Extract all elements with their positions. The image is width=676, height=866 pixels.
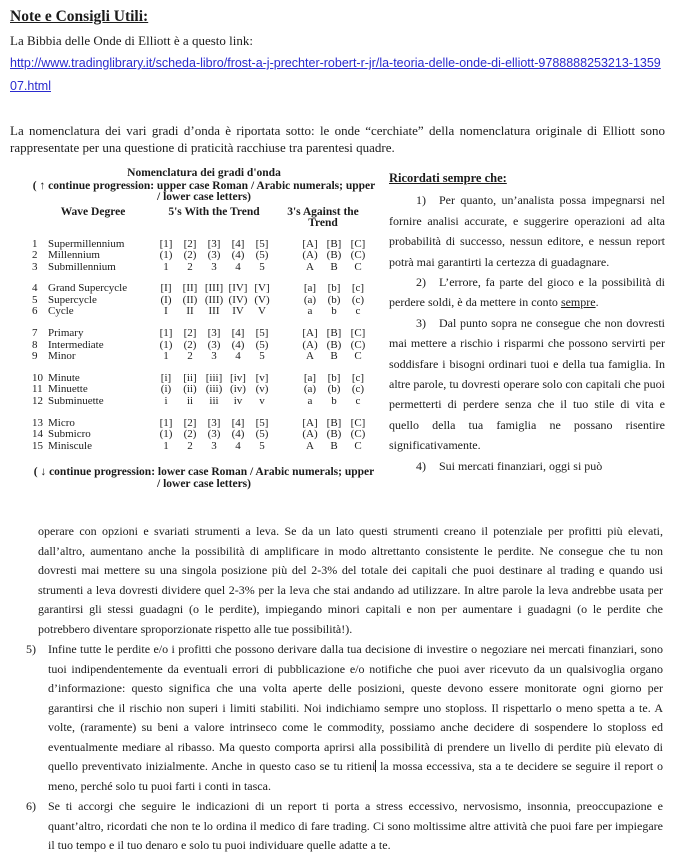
- list-marker: 4): [416, 458, 426, 473]
- wave-row: 10 Minute [i] [ii] [iii] [iv] [v] [a] [b] [c]: [32, 371, 365, 384]
- wave-row: 14 Submicro (1) (2) (3) (4) (5) (A) (B) (C): [32, 428, 366, 441]
- wave-degree-group: [32, 239, 376, 274]
- two-column-section: [10, 168, 665, 518]
- reminders-panel: [389, 168, 665, 476]
- list-marker: 6): [26, 799, 36, 813]
- reminder-text: Sui mercati finanziari, oggi si può: [439, 458, 603, 473]
- list-marker: 5): [26, 642, 36, 656]
- wave-degree-group: [32, 373, 376, 408]
- wave-row: 11 Minuette (i) (ii) (iii) (iv) (v) (a) (b) (c): [32, 383, 365, 396]
- wave-row: 6 Cycle I II III IV V a b c: [32, 305, 361, 318]
- list-marker: 1): [416, 193, 426, 208]
- list-marker: 3): [416, 315, 426, 330]
- wave-row: 3 Submillennium 1 2 3 4 5 A B C: [32, 260, 362, 273]
- table-title: Nomenclatura dei gradi d'onda: [127, 167, 281, 179]
- reminders-title: Ricordati sempre che:: [389, 171, 507, 185]
- wave-row: 13 Micro [1] [2] [3] [4] [5] [A] [B] [C]: [32, 416, 366, 429]
- reminder-item-1: [389, 190, 665, 272]
- wave-degree-group: [32, 328, 376, 363]
- reminder-item-4: [389, 456, 665, 476]
- wave-row: 12 Subminuette i ii iii iv v a b c: [32, 395, 361, 408]
- wave-row: 8 Intermediate (1) (2) (3) (4) (5) (A) (B) (C): [32, 338, 366, 351]
- bottom-section: [10, 522, 665, 856]
- underlined-word: sempre: [560, 295, 596, 310]
- wave-row: 2 Millennium (1) (2) (3) (4) (5) (A) (B) (C): [32, 249, 366, 262]
- table-note-bottom: ( ↓ continue progression: lower case Roman / Arabic numerals; upper / lower case letters): [33, 466, 375, 490]
- table-note-top: ( ↑ continue progression: upper case Roman / Arabic numerals; upper / lower case letters): [32, 179, 376, 203]
- table-header-row: [32, 207, 376, 229]
- paragraph-item4-continuation: operare con opzioni e svariati strumenti a leva. Se da un lato questi strumenti creano il potenziale per profitti più elevati, dall’altro, aumentano anche la possibilità di amplificare in modo altrettanto consistente le perdite. Ne consegue che tu non dovresti mai mettere su una singola posizione più del 2-3% del totale dei capitali che puoi destinare al trading e quando usi strumenti a leva dovresti dividere quel 2-3% per la leva che stai andando ad utilizzare. In altre parole la leva andrebbe usata per garantirsi gli stessi guadagni (o le perdite), impiegando minori capitali e non per aumentare i guadagni (o le perdite che potrebbero diventare sproporzionate rispetto alle tue possibilità!).: [38, 524, 663, 636]
- wave-degree-group: [32, 418, 376, 453]
- item5-text-after-cursor: la mossa eccessiva, sta a te decidere se seguire il report o meno, perché solo tu puoi farti i conti in tasca.: [48, 759, 663, 793]
- reminder-text: L’errore, fa parte del gioco e la possibilità di perdere soldi, è da mettere in conto: [389, 275, 665, 310]
- wave-degree-table: [10, 168, 376, 490]
- wave-row: 4 Grand Supercycle [I] [II] [III] [IV] [V] [a] [b] [c]: [32, 282, 365, 295]
- reminder-text-suffix: .: [595, 295, 599, 310]
- table-body: [32, 239, 376, 453]
- list-item-5: [10, 640, 663, 796]
- wave-row: 9 Minor 1 2 3 4 5 A B C: [32, 350, 362, 363]
- list-marker: 2): [416, 275, 426, 290]
- list-item-6: [10, 797, 663, 856]
- reminder-text: Per quanto, un’analista possa impegnarsi nel fornire analisi accurate, e suggerire operazioni ad alta probabilità di successo, nessun editore, e nessun report potrà mai garantirti la certezza di guadagnare.: [389, 193, 665, 269]
- reminder-item-3: [389, 313, 665, 456]
- book-link[interactable]: http://www.tradinglibrary.it/scheda-libro/frost-a-j-prechter-robert-r-jr/la-teoria-delle-onde-di-elliott-9788888253213-135907.html: [10, 56, 661, 93]
- wave-row: 7 Primary [1] [2] [3] [4] [5] [A] [B] [C]: [32, 327, 366, 340]
- item5-text-before-cursor: Infine tutte le perdite e/o i profitti che possono derivare dalla tua decisione di investire o negoziare nei mercati finanziari, sono tuoi indipendentemente da eventuali errori di pubblicazione e/o notifiche che puoi aver ricevuto da un qualsivoglia organo d’informazione: questo significa che una volta aperte delle posizioni, queste devono essere monitorate ogni giorno per garantirsi che il rischio non superi i limiti stabiliti. Noi indichiamo sempre uno stoploss. Il rispettarlo o meno spetta a te. A volte, (raramente) su beni a valore intrinseco come le commodity, possiamo anche decidere di sospendere lo stoploss ed eventualmente mediare al ribasso. Ma questo comporta aprirsi alla possibilità di prendere un livello di perdite più elevato di quello preventivato inizialmente. Anche in questo caso se tu ritieni: [48, 642, 663, 773]
- column-header-with-trend: 5's With the Trend: [168, 205, 260, 218]
- wave-degree-group: [32, 283, 376, 318]
- item6-text: Se ti accorgi che seguire le indicazioni di un report ti porta a stress eccessivo, nervosismo, insonnia, preoccupazione e quant’altro, ricordati che non te lo ordina il medico di fare trading. Ci sono moltissime altre attività che puoi fare per impiegare il tuo tempo e il tuo denaro e solo tu puoi individuare quelle adatte a te.: [48, 799, 663, 852]
- nomenclature-paragraph: La nomenclatura dei vari gradi d’onda è riportata sotto: le onde “cerchiate” della nomenclatura originale di Elliott sono rappresentate per una questione di praticità racchiuse tra parentesi quadre.: [10, 123, 665, 155]
- reminder-item-2: [389, 272, 665, 313]
- wave-row: 1 Supermillennium [1] [2] [3] [4] [5] [A] [B] [C]: [32, 237, 366, 250]
- wave-row: 15 Miniscule 1 2 3 4 5 A B C: [32, 439, 362, 452]
- page-title: Note e Consigli Utili:: [10, 8, 149, 25]
- column-header-wave-degree: Wave Degree: [60, 205, 126, 218]
- intro-line: La Bibbia delle Onde di Elliott è a questo link:: [10, 33, 253, 48]
- wave-row: 5 Supercycle (I) (II) (III) (IV) (V) (a) (b) (c): [32, 293, 365, 306]
- reminder-text: Dal punto sopra ne consegue che non dovresti mai mettere a rischio i risparmi che possono servirti per soddisfare i bisogni ordinari tuoi e della tua famiglia. In altre parole, tu dovresti operare solo con capitali che puoi permetterti di perdere senza che il tuo stile di vita e quello della tua famiglia ne possano risentire significativamente.: [389, 315, 665, 453]
- column-header-against-trend: 3's Against the Trend: [287, 205, 359, 229]
